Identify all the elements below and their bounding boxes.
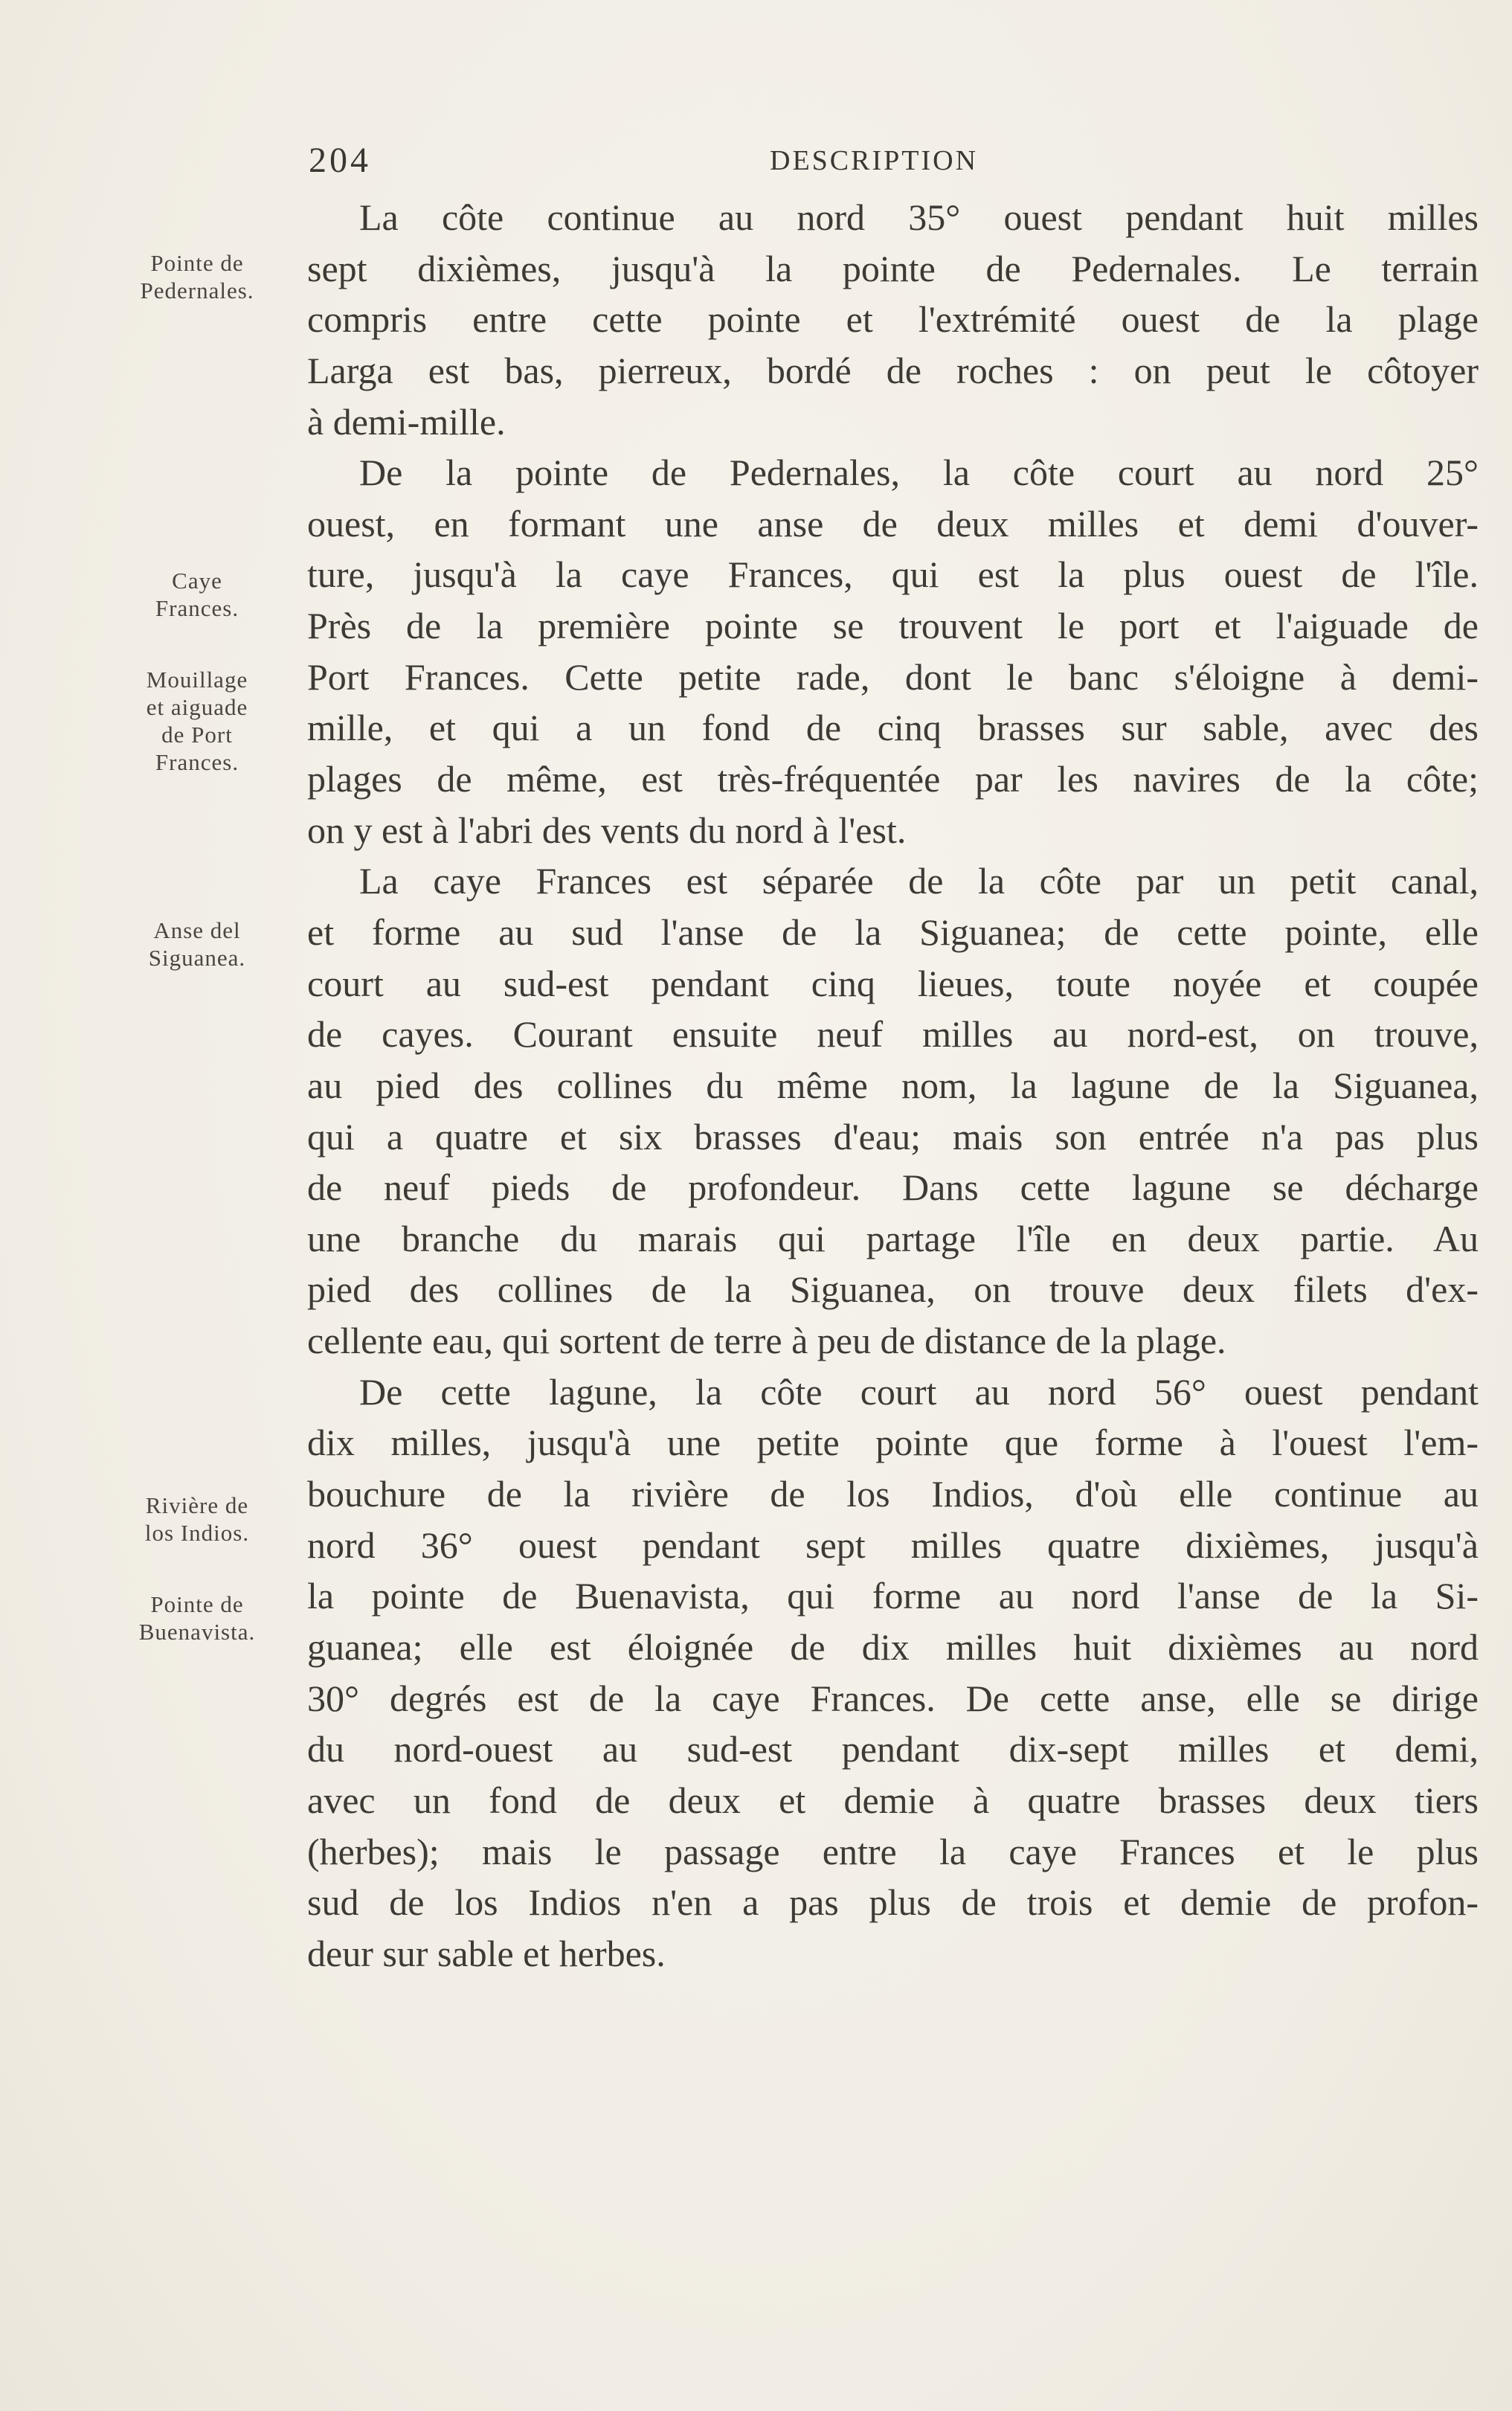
text-line: bouchure de la rivière de los Indios, d'où elle continue au bbox=[307, 1473, 1479, 1515]
text-line: plages de même, est très-fréquentée par les navires de la côte; bbox=[307, 758, 1479, 800]
text-line: compris entre cette pointe et l'extrémité ouest de la plage bbox=[307, 298, 1479, 341]
margin-note-line: los Indios. bbox=[144, 1520, 250, 1546]
text-line: on y est à l'abri des vents du nord à l'est. bbox=[307, 809, 907, 851]
text-line: la pointe de Buenavista, qui forme au nord l'anse de la Si- bbox=[307, 1575, 1479, 1617]
text-line: sud de los Indios n'en a pas plus de trois et demie de profon- bbox=[307, 1881, 1479, 1924]
running-title: DESCRIPTION bbox=[770, 145, 979, 176]
text-line: 30° degrés est de la caye Frances. De cette anse, elle se dirige bbox=[307, 1677, 1479, 1719]
text-line: du nord-ouest au sud-est pendant dix-sept milles et demi, bbox=[307, 1728, 1479, 1770]
margin-note-line: Frances. bbox=[155, 595, 239, 621]
text-line: une branche du marais qui partage l'île en deux partie. Au bbox=[307, 1217, 1479, 1259]
page-header bbox=[309, 140, 1480, 184]
text-line: De la pointe de Pedernales, la côte court au nord 25° bbox=[359, 452, 1479, 494]
text-line: ouest, en formant une anse de deux milles et demi d'ouver- bbox=[307, 502, 1479, 545]
text-line: Larga est bas, pierreux, bordé de roches : on peut le côtoyer bbox=[307, 349, 1479, 391]
margin-note-line: Buenavista. bbox=[138, 1619, 256, 1645]
margin-note-line: Rivière de bbox=[145, 1492, 249, 1518]
text-line: qui a quatre et six brasses d'eau; mais son entrée n'a pas plus bbox=[307, 1115, 1479, 1158]
text-line: court au sud-est pendant cinq lieues, toute noyée et coupée bbox=[307, 962, 1479, 1004]
text-line: de neuf pieds de profondeur. Dans cette lagune se décharge bbox=[307, 1166, 1479, 1209]
text-line: nord 36° ouest pendant sept milles quatre dixièmes, jusqu'à bbox=[307, 1524, 1479, 1566]
margin-note-caye-frances bbox=[112, 567, 283, 622]
text-line: (herbes); mais le passage entre la caye Frances et le plus bbox=[307, 1830, 1479, 1872]
text-line: cellente eau, qui sortent de terre à peu de distance de la plage. bbox=[307, 1320, 1226, 1362]
text-line: De cette lagune, la côte court au nord 56° ouest pendant bbox=[359, 1370, 1479, 1413]
margin-note-line: et aiguade bbox=[146, 694, 248, 720]
margin-note-line: Pedernales. bbox=[140, 277, 254, 304]
text-line: Port Frances. Cette petite rade, dont le banc s'éloigne à demi- bbox=[307, 655, 1479, 698]
text-line: La côte continue au nord 35° ouest pendant huit milles bbox=[359, 196, 1479, 238]
text-line: La caye Frances est séparée de la côte par un petit canal, bbox=[359, 860, 1479, 902]
margin-note-mouillage bbox=[112, 666, 283, 776]
text-line: et forme au sud l'anse de la Siguanea; de cette pointe, elle bbox=[307, 911, 1479, 953]
margin-note-riviere-indios bbox=[112, 1492, 283, 1547]
margin-note-pointe-pedernales bbox=[112, 249, 283, 304]
page-number: 204 bbox=[309, 141, 371, 180]
text-line: deur sur sable et herbes. bbox=[307, 1932, 666, 1974]
text-line: de cayes. Courant ensuite neuf milles au nord-est, on trouve, bbox=[307, 1013, 1479, 1056]
margin-note-line: de Port bbox=[161, 722, 233, 748]
text-line: Près de la première pointe se trouvent le port et l'aiguade de bbox=[307, 605, 1479, 647]
text-line: avec un fond de deux et demie à quatre brasses deux tiers bbox=[307, 1779, 1479, 1821]
text-line: mille, et qui a un fond de cinq brasses sur sable, avec des bbox=[307, 707, 1479, 749]
margin-note-pointe-buenavista bbox=[112, 1590, 283, 1646]
text-line: sept dixièmes, jusqu'à la pointe de Pedernales. Le terrain bbox=[307, 247, 1479, 289]
margin-note-line: Anse del bbox=[153, 917, 241, 943]
text-line: guanea; elle est éloignée de dix milles huit dixièmes au nord bbox=[307, 1625, 1479, 1668]
text-line: au pied des collines du même nom, la lagune de la Siguanea, bbox=[307, 1064, 1479, 1106]
margin-note-anse-siguanea bbox=[112, 916, 283, 972]
text-line: à demi-mille. bbox=[307, 400, 506, 443]
margin-note-line: Siguanea. bbox=[148, 945, 246, 971]
text-line: ture, jusqu'à la caye Frances, qui est la plus ouest de l'île. bbox=[307, 553, 1479, 596]
text-line: dix milles, jusqu'à une petite pointe que forme à l'ouest l'em- bbox=[307, 1422, 1479, 1464]
margin-note-line: Mouillage bbox=[146, 667, 248, 693]
margin-note-line: Frances. bbox=[155, 749, 239, 775]
margin-note-line: Pointe de bbox=[150, 250, 244, 276]
margin-note-line: Pointe de bbox=[150, 1591, 244, 1617]
margin-note-line: Caye bbox=[172, 568, 222, 594]
body-text bbox=[307, 192, 1479, 1979]
text-line: pied des collines de la Siguanea, on trouve deux filets d'ex- bbox=[307, 1268, 1479, 1311]
